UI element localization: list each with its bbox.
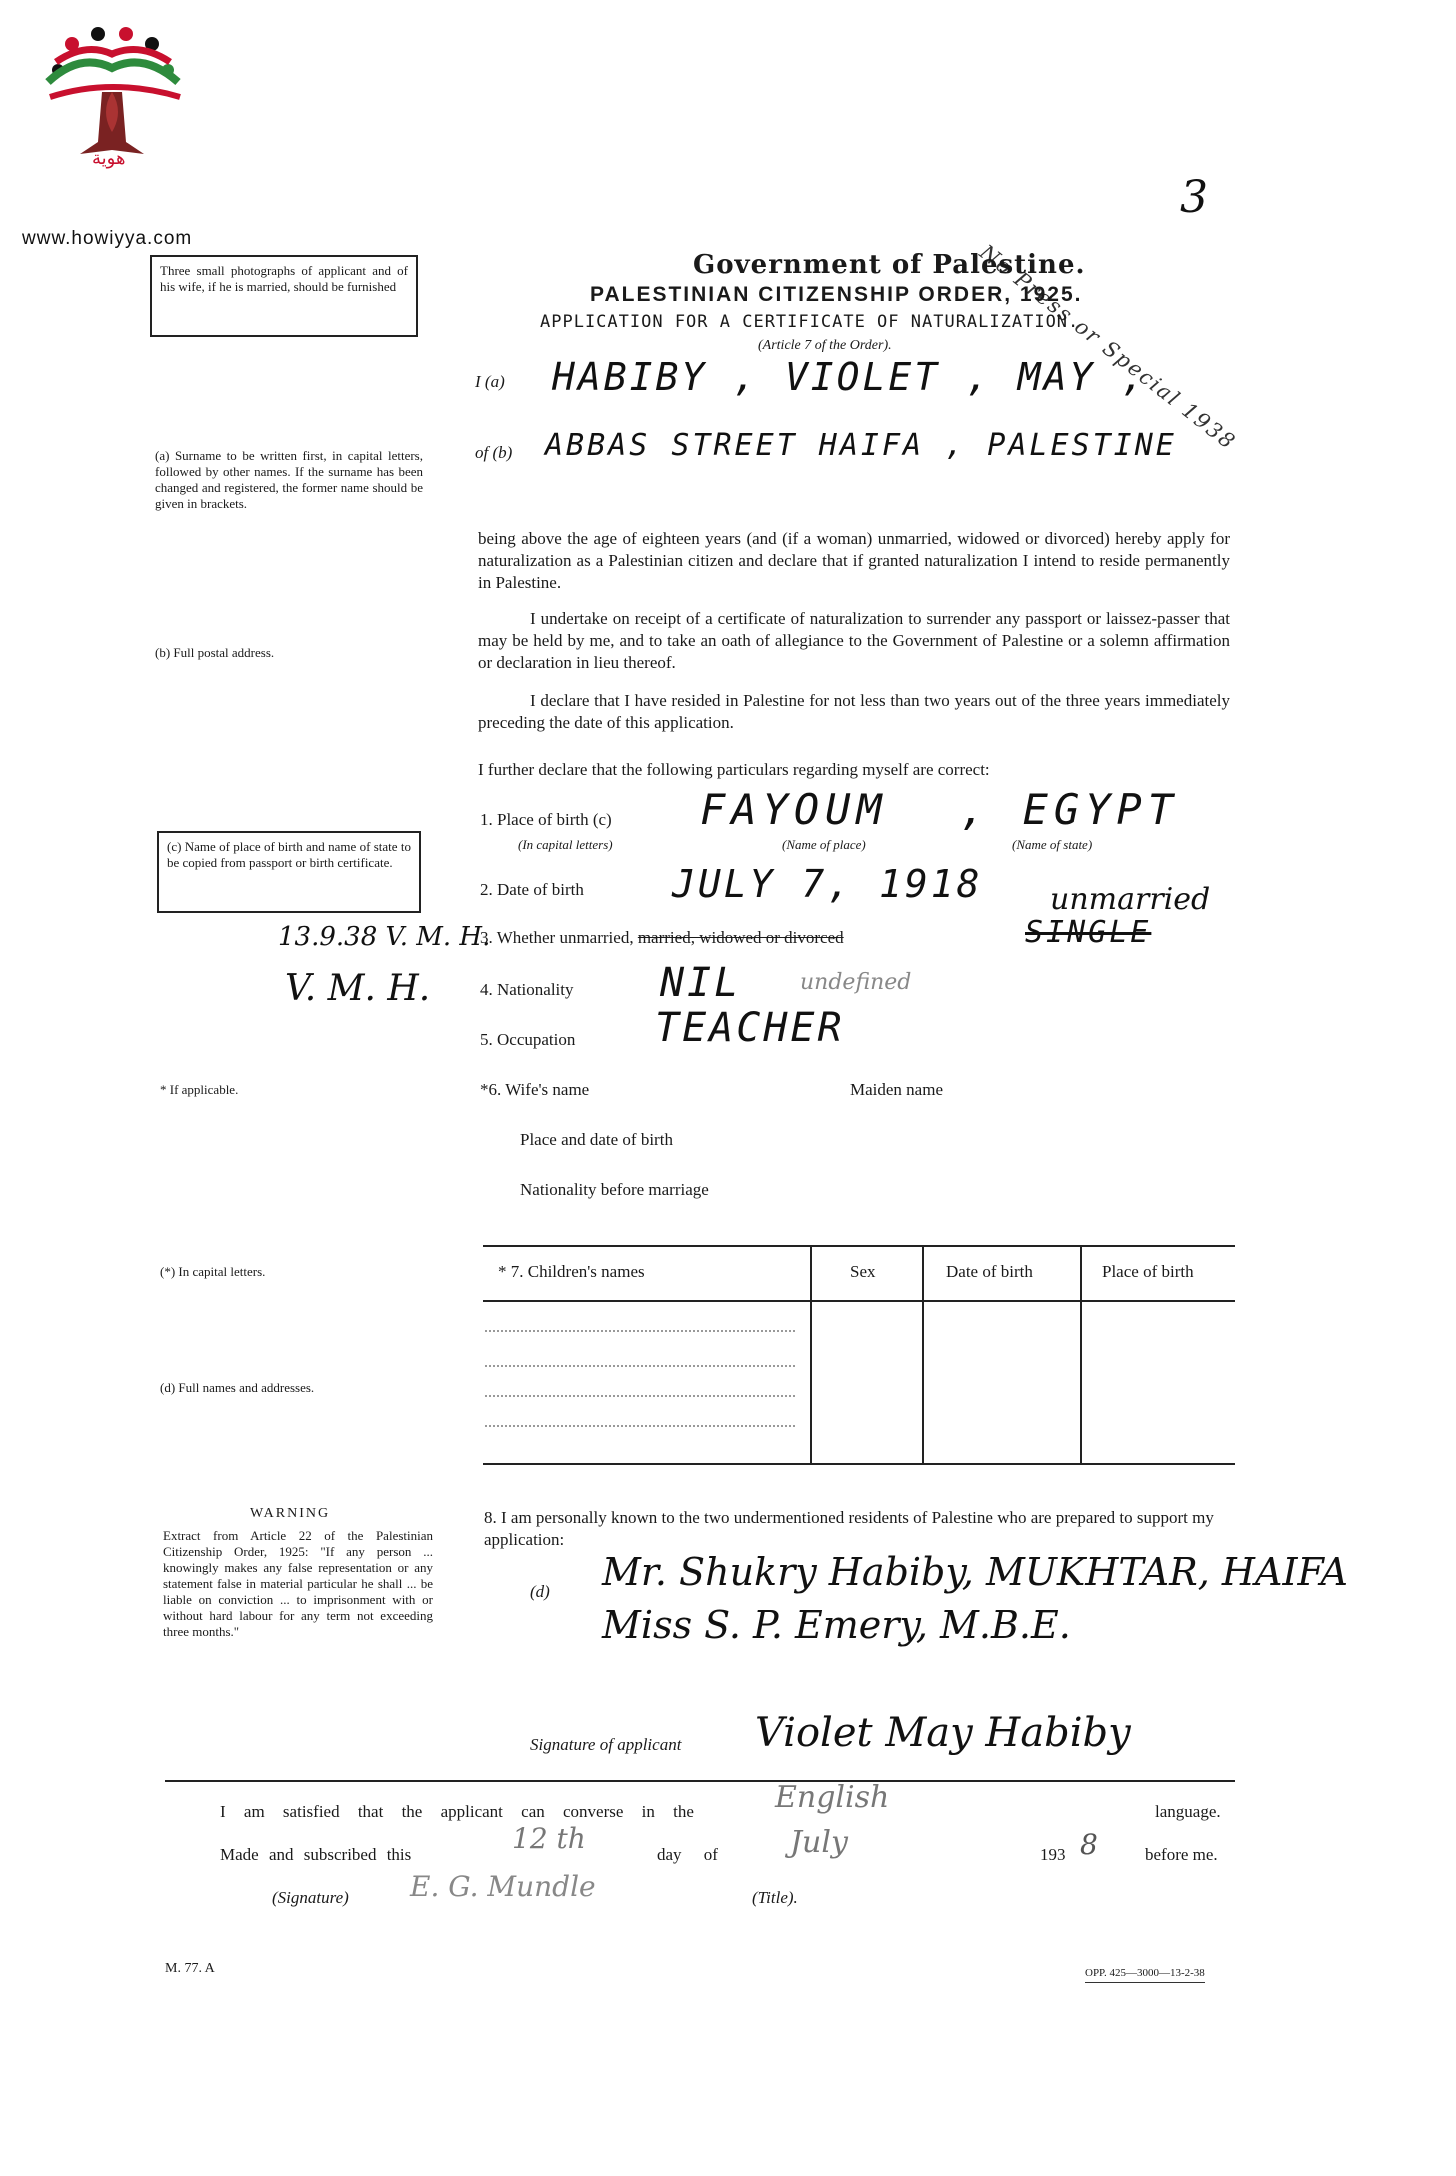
initials: V. M. H. <box>285 968 431 1009</box>
table-row[interactable] <box>485 1395 795 1397</box>
label-a: I (a) <box>475 372 505 391</box>
table-header-place: Place of birth <box>1102 1262 1194 1281</box>
table-header-rule <box>483 1300 1235 1302</box>
warning-text: Extract from Article 22 of the Palestinian Citizenship Order, 1925: "If any person ... knowingly makes any false representation or any statement false in material particular he shall ... be liable on conviction ... to imprisonment with or without hard labour for any term not exceeding three months." <box>163 1528 433 1639</box>
logo-wordmark: هوية <box>92 148 126 169</box>
signature-label: Signature of applicant <box>530 1735 682 1754</box>
photo-box: Three small photographs of applicant and of his wife, if he is married, should be furnished <box>150 255 418 337</box>
occupation-value: TEACHER <box>655 1005 845 1051</box>
birthplace-place: FAYOUM <box>700 785 888 834</box>
applicant-signature: Violet May Habiby <box>755 1710 1131 1756</box>
occupation-label: 5. Occupation <box>480 1030 576 1049</box>
table-header-sex: Sex <box>850 1262 876 1281</box>
official-day: 12 th <box>512 1822 586 1855</box>
hint-caps: (In capital letters) <box>518 837 613 852</box>
applicant-address: ABBAS STREET HAIFA , PALESTINE <box>545 428 1177 463</box>
referees-label: 8. I am personally known to the two undermentioned residents of Palestine who are prepared to support my application: <box>484 1508 1214 1549</box>
note-star: * If applicable. <box>160 1082 239 1097</box>
press-stamp: No Press or Special 1938 <box>975 240 1241 455</box>
note-c-box: (c) Name of place of birth and name of state to be copied from passport or birth certificate. <box>157 831 421 913</box>
header-title: APPLICATION FOR A CERTIFICATE OF NATURALIZATION. <box>540 312 1080 332</box>
table-row[interactable] <box>485 1330 795 1332</box>
table-col-divider-3 <box>1080 1245 1082 1463</box>
page-number: 3 <box>1180 172 1208 223</box>
header-order: PALESTINIAN CITIZENSHIP ORDER, 1925. <box>590 283 1083 306</box>
status-label <box>480 928 844 948</box>
note-a: (a) Surname to be written first, in capital letters, followed by other names. If the surname has been changed and registered, the former name should be given in brackets. <box>155 448 423 511</box>
para-3: I declare that I have resided in Palestine for not less than two years out of the three years immediately preceding the date of this application. <box>478 691 1230 732</box>
status-value: unmarried <box>1050 882 1211 917</box>
signature-divider <box>165 1780 1235 1782</box>
referee-1: Mr. Shukry Habiby, MUKHTAR, HAIFA <box>602 1550 1348 1594</box>
status-label-struck: married, widowed or divorced <box>637 928 844 947</box>
note-d: (d) Full names and addresses. <box>160 1380 315 1395</box>
referee-2: Miss S. P. Emery, M.B.E. <box>602 1603 1071 1647</box>
dob-value: JULY 7, 1918 <box>672 862 983 906</box>
official-title-label: (Title). <box>752 1888 798 1907</box>
hint-place: (Name of place) <box>782 837 866 852</box>
wife-label: *6. Wife's name <box>480 1080 590 1099</box>
official-signature: E. G. Mundle <box>410 1870 596 1903</box>
table-col-divider-1 <box>810 1245 812 1463</box>
official-line1-b: language. <box>1155 1802 1221 1821</box>
wife-nat-label: Nationality before marriage <box>520 1180 709 1199</box>
label-b: of (b) <box>475 443 513 462</box>
official-line1-a: I am satisfied that the applicant can converse in the <box>220 1802 694 1821</box>
para-1: being above the age of eighteen years (and (if a woman) unmarried, widowed or divorced) hereby apply for naturalization as a Palestinian citizen and declare that if granted naturalization I intend to reside permanently in Palestine. <box>478 529 1230 592</box>
note-caps: (*) In capital letters. <box>160 1264 266 1279</box>
birthplace-state: , EGYPT <box>960 785 1180 834</box>
nationality-label: 4. Nationality <box>480 980 574 999</box>
table-row[interactable] <box>485 1365 795 1367</box>
nationality-note: undefined <box>800 970 912 995</box>
birthplace-label: 1. Place of birth (c) <box>480 810 612 829</box>
para-2: I undertake on receipt of a certificate of naturalization to surrender any passport or laissez-passer that may be held by me, and to take an oath of allegiance to the Government of Palestine or a solemn affirmation or declaration in lieu thereof. <box>478 609 1230 672</box>
official-line2-b: day of <box>657 1845 718 1864</box>
logo-url[interactable]: www.howiyya.com <box>22 228 193 249</box>
table-bottom-rule <box>483 1463 1235 1465</box>
applicant-name: HABIBY , VIOLET , MAY , <box>552 355 1148 399</box>
table-header-dob: Date of birth <box>946 1262 1033 1281</box>
dob-label: 2. Date of birth <box>480 880 584 899</box>
printer-code: OPP. 425—3000—13-2-38 <box>1085 1965 1205 1983</box>
status-struck-value: SINGLE <box>1025 915 1152 950</box>
warning-title: WARNING <box>250 1506 331 1521</box>
table-header-names: * 7. Children's names <box>498 1262 645 1281</box>
header-article: (Article 7 of the Order). <box>758 338 892 353</box>
official-line2-c: before me. <box>1145 1845 1218 1864</box>
header-government: Government of Palestine. <box>693 250 1086 280</box>
referees-prefix: (d) <box>530 1582 550 1601</box>
official-sig-label: (Signature) <box>272 1888 349 1907</box>
hint-state: (Name of state) <box>1012 837 1093 852</box>
official-language: English <box>775 1780 890 1815</box>
form-code: M. 77. A <box>165 1961 215 1976</box>
official-year-prefix: 193 <box>1040 1845 1066 1864</box>
table-row[interactable] <box>485 1425 795 1427</box>
table-top-rule <box>483 1245 1235 1247</box>
official-year-digit: 8 <box>1080 1828 1098 1861</box>
maiden-label: Maiden name <box>850 1080 943 1099</box>
table-col-divider-2 <box>922 1245 924 1463</box>
para-4: I further declare that the following particulars regarding myself are correct: <box>478 760 990 779</box>
official-month: July <box>790 1825 848 1860</box>
note-b: (b) Full postal address. <box>155 645 275 660</box>
initials-date: 13.9.38 V. M. H. <box>278 922 491 952</box>
status-label-prefix: 3. Whether unmarried, <box>480 928 634 947</box>
wife-place-label: Place and date of birth <box>520 1130 673 1149</box>
official-line2-a: Made and subscribed this <box>220 1845 412 1864</box>
nationality-value: NIL <box>660 960 742 1006</box>
